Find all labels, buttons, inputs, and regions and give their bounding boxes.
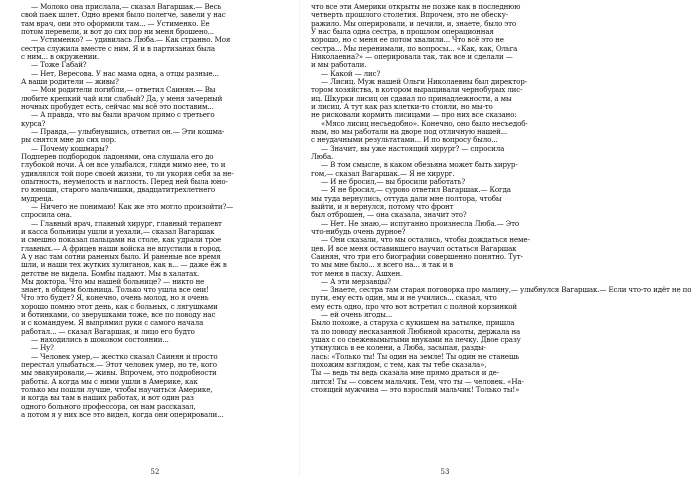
- text-line: Мы доктора. Что мы нашей больнице? — никто не: [21, 276, 205, 286]
- text-line: мы туда вернулись, оттуда дали мне полтора, чтобы: [311, 193, 502, 203]
- text-line: А у нас там сотни раненых было. И раненые все время: [21, 251, 221, 261]
- text-line: знает, в общем больница. Только что ушла все они!: [21, 285, 209, 295]
- text-line: главных.— А фрицев наши войска не впустили в город.: [21, 243, 222, 253]
- text-line: ушах с со свежевымытыми внуками на печку. Двое сразу: [311, 335, 521, 345]
- text-line: похожим взглядом, с тем, как ты тебе сказала»,: [311, 360, 487, 370]
- text-line: — Они сказали, что мы остались, чтобы дождаться неме-: [321, 235, 530, 245]
- text-line: лась: «Только ты! Ты один на земле! Ты один не станешь: [311, 351, 520, 361]
- text-line: тот меня в пасху. Ашхен.: [311, 268, 403, 278]
- text-line: потом перевели, и вот до сих пор ни меня брошено...: [21, 26, 214, 36]
- text-line: удивлялся той поре своей жизни, то ли укоряя себя за не-: [21, 168, 234, 178]
- text-line: и касса больницы ушли и уехали,— сказал Вагаршак: [21, 226, 215, 236]
- text-line: лится! Ты — совсем мальчик. Тем, что ты — человек. «На-: [311, 376, 524, 386]
- text-line: — В том смысле, в каком обезьяна может быть хирур-: [321, 160, 518, 170]
- text-line: ему есть одно, про что вот встретил с полной корзинкой: [311, 301, 517, 311]
- text-line: — Мои родители погибли,— ответил Саинян.— Вы: [31, 85, 216, 95]
- text-line: работы. А когда мы с ними ушли в Америке, как: [21, 376, 198, 386]
- text-line: — И не бросил,— вы бросили работать?: [321, 176, 465, 186]
- text-line: свой паек шлет. Одно время было полегче, завели у нас: [21, 10, 226, 20]
- text-line: мы эвакуировали,— живы. Впрочем, это подробности: [21, 368, 217, 378]
- text-line: не рисковали кормить лисицами — про них все сказано:: [311, 110, 517, 120]
- text-line: — Молоко она прислала,— сказал Вагаршак.— Весь: [31, 2, 222, 11]
- text-line: с неудачными результатами... И по вопросу было...: [311, 135, 498, 145]
- text-line: и ботинками, со зверушками тоже, все по поводу нас: [21, 310, 216, 320]
- right-page-text: [311, 2, 691, 395]
- text-line: ры снятся мне до сих пор.: [21, 135, 117, 145]
- text-line: работал... — сказал Вагаршак, и лицо его будто: [21, 326, 195, 336]
- left-page-number: 52: [150, 468, 160, 476]
- text-line: У нас была одна сестра, в прошлом операционная: [311, 26, 494, 36]
- text-line: — Какой — лис?: [321, 68, 381, 78]
- text-line: и с командуем. Я выпрямил руки с самого начала: [21, 318, 204, 328]
- text-line: — Я не бросил,— сурово ответил Вагаршак.— Когда: [321, 185, 511, 195]
- text-line: ражило. Мы оперировали, и лечили, и, знаете, было это: [311, 18, 517, 28]
- text-line: — Ну?: [31, 343, 54, 353]
- text-line: хорошо, но с меня ее потом хвалили... Что всё это не: [311, 35, 504, 45]
- text-line: что все эти Америки открыты не позже как в последнюю: [311, 2, 521, 11]
- text-line: там врач, они это оформили там... — Устименко. Ее: [21, 18, 210, 28]
- text-line: и когда вы там в наших работах, и вот один раз: [21, 393, 194, 403]
- text-line: детстве не видела. Бомбы падают. Мы в халатах.: [21, 268, 200, 278]
- text-line: цев. И все меня оставившего научил остаться Вагаршак: [311, 243, 517, 253]
- left-page: [21, 3, 289, 477]
- text-line: хорошо помню этот день, как с больных, с лягушками: [21, 301, 218, 311]
- text-line: и лисиц. А тут как раз клетки-то стояли, но мы-то: [311, 101, 493, 111]
- text-line: — Человек умер,— жестко сказал Саинян и просто: [31, 351, 218, 361]
- text-line: — Знаете, сестра там старая поговорка про малину,— улыбнулся Вагаршак.— Если что-то идёт не по: [321, 285, 691, 295]
- text-line: выйти, и я вернулся, потому что фронт: [311, 201, 454, 211]
- right-page: [311, 2, 691, 477]
- text-line: перестал улыбаться.— Этот человек умер, но те, кого: [21, 360, 217, 370]
- text-line: был отброшен, — она сказала, значит это?: [311, 210, 467, 220]
- text-line: — А эти мерзавцы?: [321, 276, 391, 286]
- text-line: пути, ему есть один, мы и не учились... сказал, что: [311, 293, 497, 303]
- text-line: та по поводу несказанной Любиной красоты, держала на: [311, 326, 521, 336]
- text-line: — Лисиц. Муж нашей Ольги Николаевны был директор-: [321, 76, 527, 86]
- text-line: сестра служила вместе с ним. Я и в партизанах была: [21, 43, 215, 53]
- left-page-text: [21, 3, 289, 419]
- text-line: мудреца.: [21, 193, 54, 203]
- text-line: Ты — ведь ты ведь сказала мне прямо драться и де-: [311, 368, 499, 378]
- text-line: Подперев подбородок ладонями, она слушала его до: [21, 151, 214, 161]
- text-line: только мы пошли лучше, чтобы научиться Америке,: [21, 385, 213, 395]
- text-line: — ей очень ягоды...: [321, 310, 393, 320]
- text-line: — Тоже Габай?: [31, 60, 87, 70]
- text-line: го юноши, старого мальчишки, двадцатитрехлетнего: [21, 185, 216, 195]
- text-line: шли, и наши тех жутких хулиганов, как в... — даже ёж в: [21, 260, 227, 270]
- text-line: — Значит, вы уже настоящий хирург? — спросила: [321, 143, 505, 153]
- text-line: то мы мне было... я всего на... я так и в: [311, 260, 454, 270]
- text-line: — А правда, что вы были врачом прямо с третьего: [31, 110, 215, 120]
- text-line: глубокой ночи. А он все улыбался, глядя мимо нее, то и: [21, 160, 226, 170]
- text-line: с ним... в окружении.: [21, 51, 100, 61]
- text-line: тором хозяйства, в котором выращивали чернобурых лис-: [311, 85, 523, 95]
- text-line: гом,— сказал Вагаршак.— Я не хирург.: [311, 168, 455, 178]
- text-line: сестра... Мы перенимали, по вопросы... «Как, как, Ольга: [311, 43, 518, 53]
- text-line: курса?: [21, 118, 46, 128]
- text-line: ным, но мы работали на дворе под отличную нашей...: [311, 126, 508, 136]
- text-line: четверть прошлого столетия. Впрочем, это не обеску-: [311, 10, 508, 20]
- text-line: одного больного профессора, он нам рассказал,: [21, 401, 196, 411]
- text-line: — Правда,— улыбнувшись, ответил он.— Эти кошма-: [31, 126, 225, 136]
- text-line: иц. Шкурки лисиц он сдавал по принадлежности, а мы: [311, 93, 512, 103]
- right-page-number: 53: [440, 468, 450, 476]
- text-line: Саинян, что три его биографии совершенно понятно. Тут-: [311, 251, 523, 261]
- text-line: А ваши родители — живы?: [21, 76, 119, 86]
- text-line: — Главный врач, главный хирург, главный терапевт: [31, 218, 222, 228]
- text-line: — Нет, Вересова. У нас мама одна, а отцы разные...: [31, 68, 219, 78]
- text-line: — находились в шоковом состоянии...: [31, 335, 169, 345]
- text-line: — Ничего не понимаю! Как же это могло произойти?—: [31, 201, 234, 211]
- text-line: Было похоже, а старуха с кукишем на затылке, пришла: [311, 318, 515, 328]
- text-line: Николаевна?» — оперировала так, так все и сделали —: [311, 51, 513, 61]
- text-line: и мы работали.: [311, 60, 367, 70]
- text-line: уткнулись в ее колени, а Люба, засыпая, разды-: [311, 343, 486, 353]
- text-line: — Почему кошмары?: [31, 143, 109, 153]
- text-line: Люба.: [311, 151, 334, 161]
- text-line: спросила она.: [21, 210, 72, 220]
- book-gutter: [299, 0, 300, 477]
- text-line: любите крепкий чай или слабый? Да, у меня зачерный: [21, 93, 223, 103]
- text-line: опытность, неумелость и наглость. Перед ней была юно-: [21, 176, 228, 186]
- text-line: и смешно показал пальцами на столе, как удрали трое: [21, 235, 222, 245]
- text-line: а потом я у них все это видел, когда они оперировали...: [21, 410, 224, 420]
- text-line: что-нибудь очень дурное?: [311, 226, 406, 236]
- text-line: стоящий мужчина — это взрослый мальчик! Только ты!»: [311, 385, 520, 395]
- text-line: «Мясо лисиц несъедобно». Конечно, оно было несъедоб-: [321, 118, 528, 128]
- text-line: Что это будет? Я, конечно, очень молод, но я очень: [21, 293, 209, 303]
- text-line: — Нет. Не знаю,— испуганно произнесла Люба.— Это: [321, 218, 519, 228]
- text-line: — Устименко? — удивилась Люба.— Как странно. Моя: [31, 35, 231, 45]
- text-line: ночных пробудет есть, сейчас мы всё это поставим...: [21, 101, 214, 111]
